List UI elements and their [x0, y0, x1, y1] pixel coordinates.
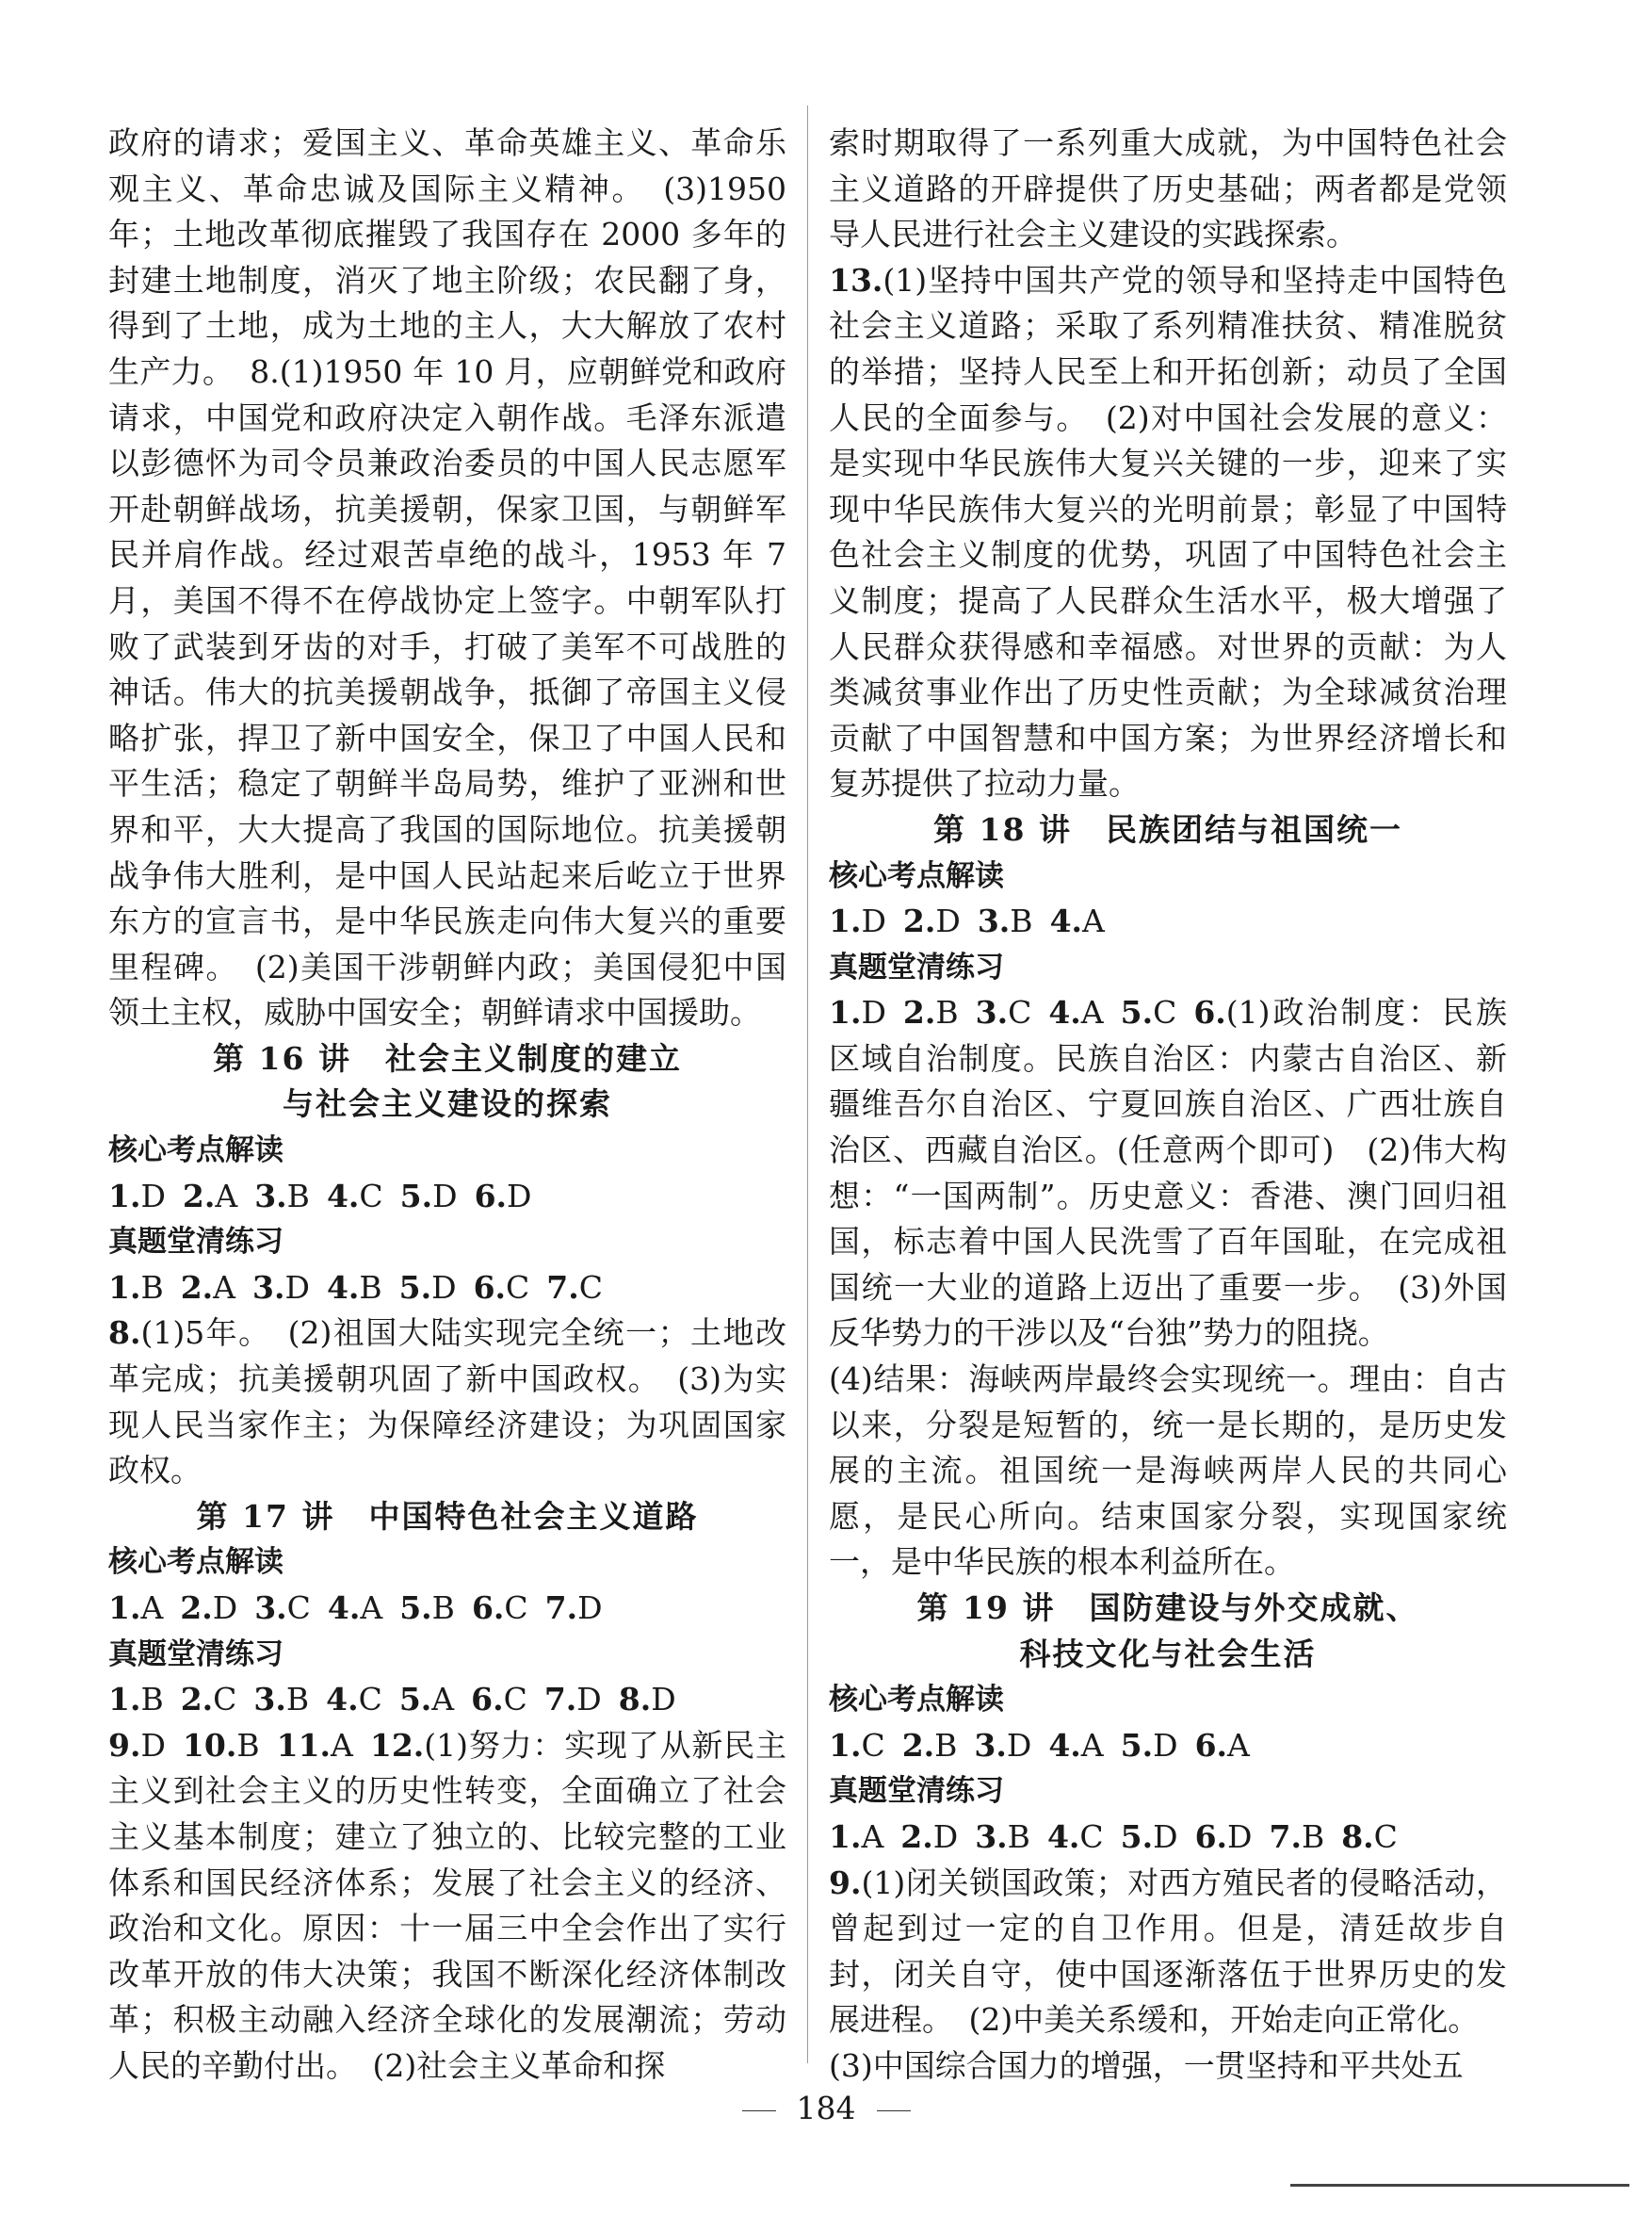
answer-number: 10. — [182, 1726, 237, 1764]
scan-edge-line — [1290, 2184, 1629, 2187]
answer-choice: B — [140, 1268, 164, 1306]
answer-item — [978, 903, 1033, 939]
answer-choice: C — [359, 1177, 383, 1214]
answer-choice: C — [286, 1589, 311, 1626]
answer-choice: B — [934, 1726, 958, 1764]
answer-item — [327, 1269, 382, 1306]
answer-item — [544, 1681, 602, 1717]
answer-number: 8. — [618, 1681, 652, 1718]
answer-number: 5. — [398, 1268, 432, 1306]
answer-item — [1121, 994, 1177, 1031]
answer-item — [108, 1589, 163, 1626]
answer-number: 6. — [1194, 1817, 1228, 1855]
answer-item — [108, 1681, 164, 1717]
answer-number: 5. — [398, 1681, 432, 1718]
answer-choice: C — [504, 1589, 528, 1626]
answer-row — [829, 994, 1193, 1031]
answer-item — [108, 1727, 166, 1764]
answer-number: 3. — [254, 1177, 287, 1214]
answer-item — [108, 1178, 166, 1214]
answer-number: 5. — [1120, 1817, 1154, 1855]
chapter-title: 民族团结与祖国统一 — [1105, 810, 1402, 848]
chapter-heading-17 — [108, 1494, 786, 1540]
answer-item — [181, 1269, 235, 1306]
answer-choice: C — [358, 1681, 382, 1718]
answer-number: 4. — [1049, 903, 1083, 940]
answer-choice: B — [1007, 1817, 1030, 1855]
answer-item — [619, 1681, 676, 1717]
answer-number: 2. — [901, 1726, 935, 1764]
answer-item — [900, 1818, 958, 1855]
section-label-practice: 真题堂清练习 — [108, 1225, 283, 1260]
answer-item — [108, 1269, 164, 1306]
answer-number: 3. — [254, 1589, 287, 1626]
answer-number: 4. — [1048, 994, 1081, 1032]
answer-item — [546, 1269, 603, 1306]
answer-item — [254, 1589, 311, 1626]
section-label-core: 核心考点解读 — [108, 1133, 283, 1168]
chapter-heading-18 — [829, 807, 1507, 854]
chapter-title: 社会主义制度的建立 — [384, 1039, 682, 1077]
answer-item — [545, 1589, 603, 1626]
answer-number: 2. — [180, 1681, 214, 1718]
answer-number: 3. — [975, 994, 1009, 1032]
chapter-number: 第 18 讲 — [933, 810, 1072, 848]
answer-choice: A — [1080, 1726, 1104, 1764]
answer-choice: D — [1227, 1817, 1253, 1855]
answer-number: 7. — [544, 1589, 578, 1626]
answer-item — [1121, 1727, 1178, 1764]
chapter-heading-16-line2: 与社会主义建设的探索 — [283, 1085, 612, 1123]
answer-choice: B — [1301, 1817, 1325, 1855]
answer-item — [1341, 1818, 1398, 1855]
answer-choice: D — [861, 994, 886, 1032]
answer-number: 1. — [108, 1177, 141, 1214]
answer-choice: A — [360, 1589, 383, 1626]
answer-item — [1121, 1818, 1178, 1855]
answer-number: 1. — [108, 1681, 141, 1718]
answer-row — [108, 1265, 786, 1311]
answer-number: 3. — [252, 1268, 285, 1306]
answer-number: 2. — [900, 1817, 933, 1855]
answer-item — [1269, 1818, 1324, 1855]
section-label-practice: 真题堂清练习 — [108, 1636, 283, 1671]
answer-number: 4. — [326, 1681, 359, 1718]
answer-number: 3. — [974, 1726, 1007, 1764]
answer-item — [254, 1178, 310, 1214]
answer-choice: C — [578, 1268, 603, 1306]
answer-choice: C — [1373, 1817, 1398, 1855]
left-column — [108, 121, 786, 2090]
answer-choice: C — [213, 1681, 237, 1718]
answer-number: 1. — [829, 994, 862, 1032]
answer-number: 2. — [902, 994, 936, 1032]
answer-item — [975, 1818, 1030, 1855]
answer-number: 2. — [902, 903, 936, 940]
question-answer — [829, 258, 1507, 807]
answer-number: 3. — [253, 1681, 286, 1718]
answer-number: 3. — [975, 1817, 1008, 1855]
answer-item — [399, 1269, 457, 1306]
answer-choice: D — [431, 1268, 457, 1306]
answer-item — [903, 994, 959, 1031]
paragraph: 索时期取得了一系列重大成就，为中国特色社会主义道路的开辟提供了历史基础；两者都是党领导人民进行社会主义建设的实践探索。 — [829, 124, 1507, 253]
answer-item — [472, 1589, 528, 1626]
answer-choice: A — [215, 1177, 238, 1214]
answer-item — [1048, 994, 1103, 1031]
answer-item — [181, 1681, 237, 1717]
answer-row — [108, 1677, 786, 1723]
answer-choice: D — [651, 1681, 676, 1718]
answer-number: 6. — [474, 1177, 508, 1214]
answer-number: 2. — [182, 1177, 216, 1214]
answer-number: 8. — [1341, 1817, 1374, 1855]
answer-choice: A — [861, 1817, 884, 1855]
answer-number: 6. — [471, 1589, 505, 1626]
answer-row — [829, 899, 1507, 945]
answer-choice: D — [932, 1817, 959, 1855]
answer-item — [180, 1589, 237, 1626]
section-label-practice: 真题堂清练习 — [829, 1774, 1004, 1809]
chapter-heading-19-line2: 科技文化与社会生活 — [1019, 1635, 1317, 1672]
footer-dash — [877, 2110, 911, 2111]
answer-choice: B — [1010, 903, 1033, 940]
answer-number: 6. — [473, 1268, 507, 1306]
section-label-core: 核心考点解读 — [829, 1683, 1004, 1717]
answer-item — [400, 1178, 458, 1214]
answer-item — [475, 1178, 532, 1214]
question-answer-part: (4)结果：海峡两岸最终会实现统一。理由：自古以来，分裂是短暂的，统一是长期的，是历史发展的主流。祖国统一是海峡两岸人民的共同心愿，是民心所向。结束国家分裂，实现国家统一，是中华民族的根本利益所在。 — [829, 1360, 1507, 1581]
answer-choice: D — [507, 1177, 532, 1214]
paragraph: 政府的请求；爱国主义、革命英雄主义、革命乐观主义、革命忠诚及国际主义精神。 (3)1950年；土地改革彻底摧毁了我国存在 2000 多年的封建土地制度，消灭了地主阶级；农民翻了身，得到了土地，成为土地的主人，大大解放了农村生产力。 8.(1)1950 年 10 月，应朝鲜党和政府请求，中国党和政府决定入朝作战。毛泽东派遣以彭德怀为司令员兼政治委员的中国人民志愿军开赴朝鲜战场，抗美援朝，保家卫国，与朝鲜军民并肩作战。经过艰苦卓绝的战斗，1953 年 7 月，美国不得不在停战协定上签字。中朝军队打败了武装到牙齿的对手，打破了美军不可战胜的神话。伟大的抗美援朝战争，抵御了帝国主义侵略扩张，捍卫了新中国安全，保卫了中国人民和平生活；稳定了朝鲜半岛局势，维护了亚洲和世界和平，大大提高了我国的国际地位。抗美援朝战争伟大胜利，是中国人民站起来后屹立于世界东方的宣言书，是中华民族走向伟大复兴的重要里程碑。 (2)美国干涉朝鲜内政；美国侵犯中国领土主权，威胁中国安全；朝鲜请求中国援助。 — [108, 124, 786, 1032]
answer-number: 1. — [829, 903, 862, 940]
answer-choice: A — [1082, 903, 1105, 940]
question-text: (1)5年。 (2)祖国大陆实现完全统一；土地改革完成；抗美援朝巩固了新中国政权。 (3)为实现人民当家作主；为保障经济建设；为巩固国家政权。 — [108, 1314, 786, 1490]
answer-number: 5. — [1120, 994, 1154, 1032]
answer-choice: A — [1227, 1726, 1250, 1764]
answer-row — [108, 1727, 370, 1764]
answer-item — [252, 1269, 310, 1306]
answer-choice: B — [935, 994, 959, 1032]
answer-number: 5. — [399, 1589, 432, 1626]
answer-item — [829, 1818, 883, 1855]
answer-item — [471, 1681, 527, 1717]
answer-choice: D — [284, 1268, 310, 1306]
question-number: 6. — [1193, 994, 1226, 1032]
answer-number: 5. — [1120, 1726, 1154, 1764]
answer-item — [253, 1681, 309, 1717]
answer-number: 6. — [471, 1681, 504, 1718]
answer-item — [399, 1589, 455, 1626]
answer-item — [399, 1681, 454, 1717]
answer-item — [829, 903, 886, 939]
answer-item — [474, 1269, 530, 1306]
answer-item — [183, 1178, 237, 1214]
answer-choice: D — [432, 1177, 458, 1214]
answer-number: 6. — [1194, 1726, 1228, 1764]
question-answer-part: (3)中国综合国力的增强，一贯坚持和平共处五 — [829, 2046, 1464, 2084]
answer-number: 7. — [543, 1681, 577, 1718]
answer-choice: D — [1153, 1726, 1178, 1764]
answer-choice: B — [359, 1268, 382, 1306]
answer-choice: C — [506, 1268, 530, 1306]
answer-choice: D — [577, 1589, 603, 1626]
answer-choice: C — [1008, 994, 1032, 1032]
answer-choice: D — [140, 1177, 166, 1214]
answer-item — [326, 1681, 382, 1717]
answer-choice: C — [1079, 1817, 1104, 1855]
answer-item — [829, 1727, 885, 1764]
section-label-core: 核心考点解读 — [829, 858, 1004, 893]
answer-row — [108, 1586, 786, 1632]
answer-choice: A — [331, 1726, 353, 1764]
answer-number: 4. — [1046, 1817, 1080, 1855]
question-number: 12. — [369, 1726, 425, 1764]
question-text: (1)努力：实现了从新民主主义到社会主义的历史性转变，全面确立了社会主义基本制度；建立了独立的、比较完整的工业体系和国民经济体系；发展了社会主义的经济、政治和文化。原因：十一届三中全会作出了实行改革开放的伟大决策；我国不断深化经济体制改革；积极主动融入经济全球化的发展潮流；劳动人民的辛勤付出。 (2)社会主义革命和探 — [108, 1726, 786, 2084]
answer-choice: C — [1153, 994, 1177, 1032]
question-text: (1)坚持中国共产党的领导和坚持走中国特色社会主义道路；采取了系列精准扶贫、精准脱贫的举措；坚持人民至上和开拓创新；动员了全国人民的全面参与。 (2)对中国社会发展的意义：是实现中华民族伟大复兴关键的一步，迎来了实现中华民族伟大复兴的光明前景；彰显了中国特色社会主义制度的优势，巩固了中国特色社会主义制度；提高了人民群众生活水平，极大增强了人民群众获得感和幸福感。对世界的贡献：为人类减贫事业作出了历史性贡献；为全球减贫治理贡献了中国智慧和中国方案；为世界经济增长和复苏提供了拉动力量。 — [829, 261, 1507, 803]
answer-item — [1047, 1818, 1104, 1855]
answer-row — [829, 1815, 1507, 1861]
answer-item — [976, 994, 1032, 1031]
answer-item — [183, 1727, 260, 1764]
answer-number: 4. — [326, 1268, 360, 1306]
answer-choice: D — [140, 1726, 166, 1764]
chapter-number: 第 16 讲 — [213, 1039, 351, 1077]
question-answer — [829, 990, 1507, 1357]
answer-choice: A — [1080, 994, 1104, 1032]
answer-number: 1. — [108, 1589, 141, 1626]
page-footer — [0, 2090, 1652, 2126]
answer-choice: D — [1006, 1726, 1032, 1764]
chapter-number: 第 19 讲 — [916, 1589, 1056, 1626]
answer-choice: B — [285, 1681, 310, 1718]
page-number: 184 — [796, 2090, 856, 2126]
question-answer — [108, 1310, 786, 1493]
answer-item — [327, 1178, 383, 1214]
column-divider — [807, 106, 808, 2063]
answer-number: 4. — [327, 1589, 361, 1626]
answer-row — [108, 1174, 786, 1220]
answer-choice: D — [935, 903, 961, 940]
answer-item — [1050, 903, 1105, 939]
answer-number: 1. — [108, 1268, 141, 1306]
question-number: 13. — [829, 261, 883, 299]
right-column — [829, 121, 1507, 2090]
answer-number: 1. — [829, 1817, 862, 1855]
answer-number: 7. — [546, 1268, 579, 1306]
answer-choice: A — [431, 1681, 455, 1718]
answer-item — [829, 994, 886, 1031]
answer-number: 1. — [829, 1726, 862, 1764]
section-label-practice: 真题堂清练习 — [829, 950, 1004, 985]
chapter-number: 第 17 讲 — [196, 1497, 335, 1535]
answer-choice: B — [431, 1589, 455, 1626]
answer-item — [328, 1589, 382, 1626]
chapter-title: 中国特色社会主义道路 — [368, 1497, 699, 1535]
section-label-core: 核心考点解读 — [108, 1545, 283, 1580]
answer-number: 2. — [180, 1268, 214, 1306]
answer-item — [277, 1727, 353, 1764]
answer-item — [1048, 1727, 1103, 1764]
answer-choice: C — [861, 1726, 885, 1764]
question-answer — [829, 1861, 1507, 2043]
answer-choice: A — [213, 1268, 236, 1306]
answer-choice: D — [212, 1589, 238, 1626]
answer-item — [903, 903, 961, 939]
answer-choice: B — [286, 1177, 310, 1214]
answer-number: 4. — [1048, 1726, 1081, 1764]
answer-choice: A — [140, 1589, 164, 1626]
question-answer — [108, 1723, 786, 2090]
answer-item — [902, 1727, 958, 1764]
answer-number: 4. — [326, 1177, 360, 1214]
chapter-heading-19 — [829, 1586, 1507, 1632]
answer-row — [829, 1723, 1507, 1769]
question-number: 9. — [829, 1864, 862, 1901]
answer-number: 5. — [399, 1177, 433, 1214]
answer-choice: B — [236, 1726, 260, 1764]
answer-choice: D — [576, 1681, 602, 1718]
question-number: 8. — [108, 1314, 141, 1352]
chapter-title: 国防建设与外交成就、 — [1089, 1589, 1419, 1626]
answer-choice: B — [140, 1681, 164, 1718]
answer-choice: D — [861, 903, 886, 940]
question-text: (1)闭关锁国政策；对西方殖民者的侵略活动，曾起到过一定的自卫作用。但是，清廷故步自封，闭关自守，使中国逐渐落伍于世界历史的发展进程。 (2)中美关系缓和，开始走向正常化。 — [829, 1864, 1507, 2039]
answer-number: 2. — [180, 1589, 213, 1626]
answer-number: 9. — [108, 1726, 141, 1764]
question-text: (1)政治制度：民族区域自治制度。民族自治区：内蒙古自治区、新疆维吾尔自治区、宁夏回族自治区、广西壮族自治区、西藏自治区。(任意两个即可) (2)伟大构想：“一国两制”。历史意义：香港、澳门回归祖国，标志着中国人民洗雪了百年国耻，在完成祖国统一大业的道路上迈出了重要一步。 (3)外国反华势力的干涉以及“台独”势力的阻挠。 — [829, 994, 1507, 1352]
answer-item — [974, 1727, 1031, 1764]
answer-item — [1195, 1727, 1250, 1764]
answer-item — [1195, 1818, 1253, 1855]
answer-choice: C — [503, 1681, 527, 1718]
answer-number: 11. — [276, 1726, 332, 1764]
answer-number: 3. — [977, 903, 1011, 940]
footer-dash — [742, 2110, 776, 2111]
answer-number: 7. — [1269, 1817, 1302, 1855]
answer-choice: D — [1153, 1817, 1178, 1855]
chapter-heading-16 — [108, 1036, 786, 1083]
